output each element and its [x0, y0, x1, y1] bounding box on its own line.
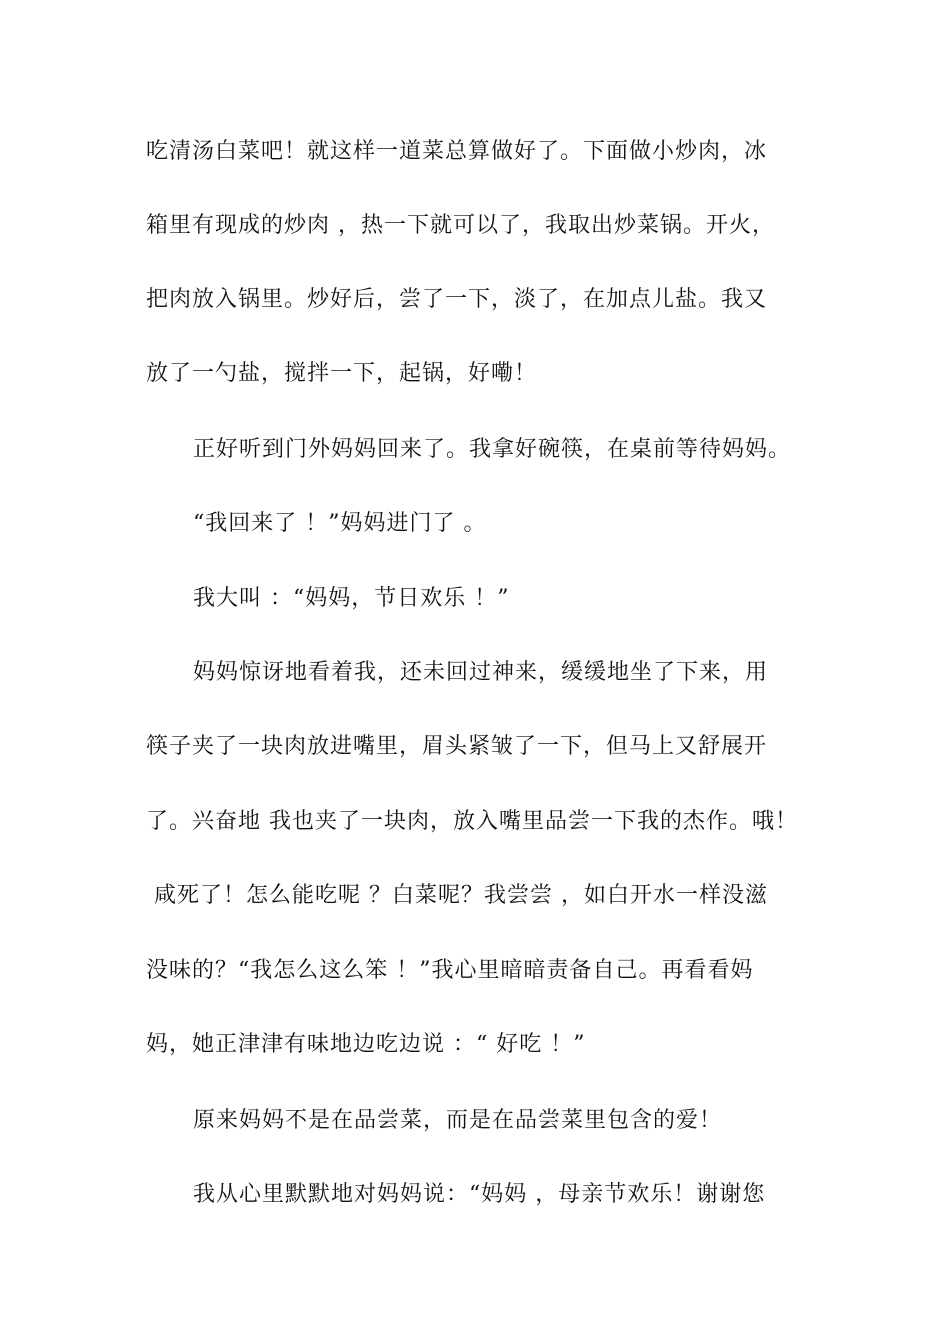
paragraph-line: 我大叫 ：“妈妈，节日欢乐 ！”	[193, 586, 510, 611]
paragraph-line: 正好听到门外妈妈回来了。我拿好碗筷，在桌前等待妈妈。	[193, 437, 792, 462]
paragraph-line: 妈妈惊讶地看着我，还未回过神来，缓缓地坐了下来，用	[193, 660, 769, 685]
text-line: 了。兴奋地 我也夹了一块肉，放入嘴里品尝一下我的杰作。哦！	[146, 809, 798, 834]
text-line: 把肉放入锅里。炒好后，尝了一下，淡了，在加点儿盐。我又	[146, 287, 768, 312]
paragraph-line: 我从心里默默地对妈妈说：“妈妈 ，母亲节欢乐！谢谢您	[193, 1182, 766, 1207]
text-line: 没味的？“我怎么这么笨 ！”我心里暗暗责备自己。再看看妈	[146, 958, 754, 983]
text-line: 咸死了！怎么能吃呢 ？白菜呢？我尝尝 ，如白开水一样没滋	[146, 883, 768, 908]
paragraph-line: “我回来了 ！”妈妈进门了 。	[193, 511, 487, 536]
paragraph-line: 原来妈妈不是在品尝菜，而是在品尝菜里包含的爱！	[193, 1108, 723, 1133]
text-line: 筷子夹了一块肉放进嘴里，眉头紧皱了一下，但马上又舒展开	[146, 734, 768, 759]
text-line: 箱里有现成的炒肉 ，热一下就可以了，我取出炒菜锅。开火，	[146, 213, 775, 238]
text-line: 放了一勺盐，搅拌一下，起锅，好嘞！	[146, 361, 538, 386]
text-line: 妈，她正津津有味地边吃边说 ：“ 好吃 ！”	[146, 1032, 586, 1057]
text-line: 吃清汤白菜吧！就这样一道菜总算做好了。下面做小炒肉，冰	[146, 139, 768, 164]
